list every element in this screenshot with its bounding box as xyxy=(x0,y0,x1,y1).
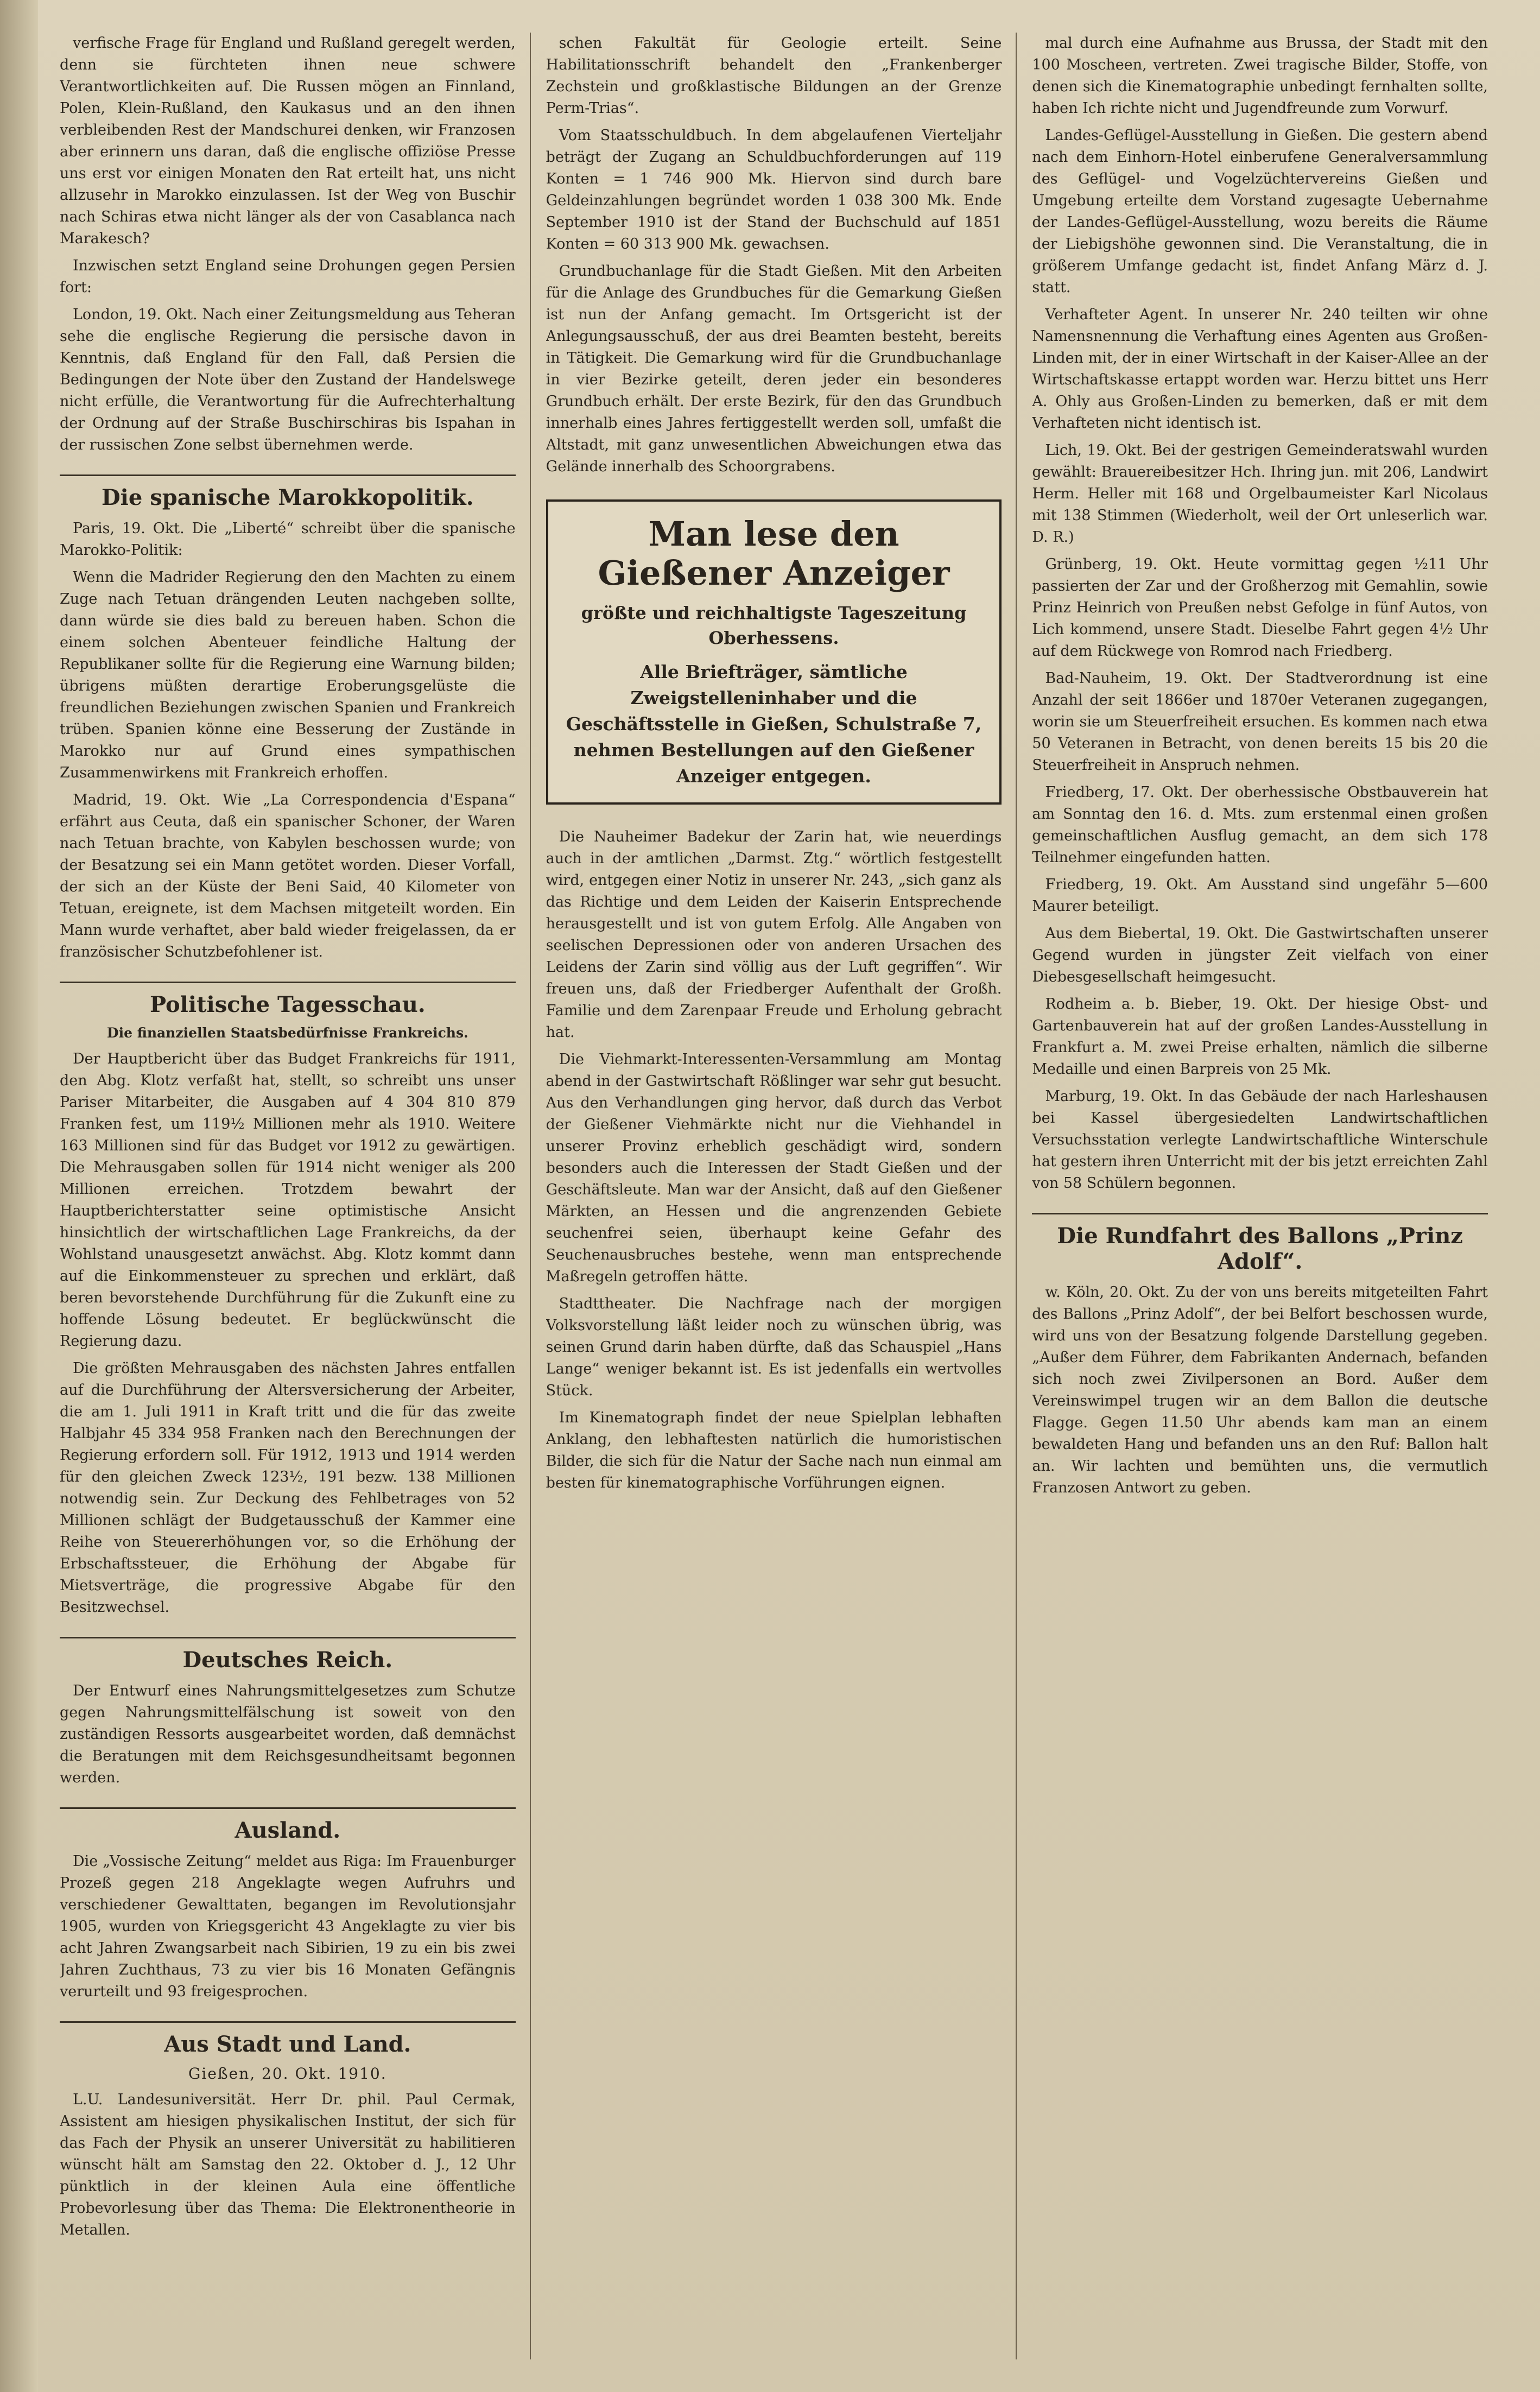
article-text: Die Viehmarkt-Interessenten-Versammlung am Montag abend in der Gastwirtschaft Rößlinger war sehr gut besucht. Aus den Verhandlungen ging hervor, daß durch das Verbot der Gießener Viehmärkte nicht nur die Viehhandel in unserer Provinz erheblich geschädigt wird, sondern besonders auch die Interessen der Stadt Gießen und der Geschäftsleute. Man war der Ansicht, daß auf den Gießener Märkten, an Hessen und die angrenzenden Gebiete seuchenfrei seien, überhaupt keine Gefahr des Seuchenausbruches bestehe, wenn man entsprechende Maßregeln getroffen hätte. xyxy=(546,1051,1002,1285)
article-text: Friedberg, 17. Okt. Der oberhessische Obstbauverein hat am Sonntag den 16. d. Mts. zum erstenmal einen großen gemeinschaftlichen Ausflug gemacht, an dem sich 178 Teilnehmer eingefunden hatten. xyxy=(1032,784,1488,866)
article-text: London, 19. Okt. Nach einer Zeitungsmeldung aus Teheran sehe die englische Regierung die persische davon in Kenntnis, daß England für den Fall, daß Persien die Bedingungen der Note über den Zustand der Handelswege nicht erfülle, die Verantwortung für die Aufrechterhaltung der Ordnung auf der Straße Buschirschiras bis Ispahan in der russischen Zone selbst übernehmen werde. xyxy=(60,306,516,453)
section-heading: Aus Stadt und Land. xyxy=(60,2021,516,2057)
article-text: Wenn die Madrider Regierung den den Machten zu einem Zuge nach Tetuan drängenden Leuten nachgeben sollte, dann würde sie dies bald zu bereuen haben. Schon die einem solchen Abenteuer feindliche Haltung der Republikaner sollte für die Regierung eine Warnung bilden; übrigens müßten derartige Eroberungsgelüste die freundlichen Beziehungen zwischen Spanien und Frankreich trüben. Spanien könne eine Besserung der Zustände in Marokko nur auf Grund eines sympathischen Zusammenwirkens mit Frankreich erhoffen. xyxy=(60,569,516,781)
article-text: w. Köln, 20. Okt. Zu der von uns bereits mitgeteilten Fahrt des Ballons „Prinz Adolf“, der bei Belfort beschossen wurde, wird uns von der Besatzung folgende Darstellung gegeben. „Außer dem Führer, dem Fabrikanten Andernach, befanden sich noch zwei Zivilpersonen an Bord. Außer dem Vereinswimpel trugen wir an dem Ballon die deutsche Flagge. Gegen 11.50 Uhr abends kam man an einem bewaldeten Hang und befanden uns an den Ruf: Ballon halt an. Wir lachten und bemühten uns, die vermutlich Franzosen Antwort zu geben. xyxy=(1032,1284,1488,1496)
advertisement-box xyxy=(546,499,1002,805)
section-heading: Die spanische Marokkopolitik. xyxy=(60,474,516,510)
section-heading: Deutsches Reich. xyxy=(60,1637,516,1673)
article-text: Die größten Mehrausgaben des nächsten Jahres entfallen auf die Durchführung der Altersversicherung der Arbeiter, die am 1. Juli 1911 in Kraft tritt und die für das zweite Halbjahr 45 334 958 Franken nach den Berechnungen der Regierung erfordern soll. Für 1912, 1913 und 1914 werden für den gleichen Zweck 123½, 191 bezw. 138 Millionen notwendig sein. Zur Deckung des Fehlbetrages von 52 Millionen schlägt der Budgetausschuß der Kammer eine Reihe von Steuererhöhungen vor, so die Erhöhung der Erbschaftssteuer, die Erhöhung der Abgabe für Mietsverträge, die progressive Abgabe für den Besitzwechsel. xyxy=(60,1360,516,1616)
article-text: Die „Vossische Zeitung“ meldet aus Riga: Im Frauenburger Prozeß gegen 218 Angeklagte wegen Aufruhrs und verschiedener Gewalttaten, begangen im Revolutionsjahr 1905, wurden von Kriegsgericht 43 Angeklagte zu vier bis acht Jahren Zwangsarbeit nach Sibirien, 19 zu ein bis zwei Jahren Zuchthaus, 73 zu vier bis 16 Monaten Gefängnis verurteilt und 93 freigesprochen. xyxy=(60,1853,516,2000)
article-text: Vom Staatsschuldbuch. In dem abgelaufenen Vierteljahr beträgt der Zugang an Schuldbuchforderungen auf 119 Konten = 1 746 900 Mk. Hiervon sind durch bare Geldeinzahlungen begründet worden 1 038 300 Mk. Ende September 1910 ist der Stand der Buchschuld auf 1851 Konten = 60 313 900 Mk. gewachsen. xyxy=(546,127,1002,252)
ad-subtitle: größte und reichhaltigste Tageszeitung Oberhessens. xyxy=(581,603,967,648)
article-text: Lich, 19. Okt. Bei der gestrigen Gemeinderatswahl wurden gewählt: Brauereibesitzer Hch. Ihring jun. mit 206, Landwirt Herm. Heller mit 168 und Orgelbaumeister Karl Nicolaus mit 138 Stimmen (Wiederholt, weil der Ort unleserlich war. D. R.) xyxy=(1032,442,1488,546)
section-heading: Politische Tagesschau. xyxy=(60,982,516,1017)
article-text: Inzwischen setzt England seine Drohungen gegen Persien fort: xyxy=(60,257,516,296)
article-text: schen Fakultät für Geologie erteilt. Seine Habilitationsschrift behandelt den „Frankenberger Zechstein und großklastische Bildungen an der Grenze Perm-Trias“. xyxy=(546,35,1002,117)
article-text: Marburg, 19. Okt. In das Gebäude der nach Harleshausen bei Kassel übergesiedelten Landwirtschaftlichen Versuchsstation verlegte Landwirtschaftliche Winterschule hat gestern ihren Unterricht mit der bis jetzt erreichten Zahl von 58 Schülern begonnen. xyxy=(1032,1088,1488,1192)
article-text: Bad-Nauheim, 19. Okt. Der Stadtverordnung ist eine Anzahl der seit 1866er und 1870er Veteranen zugegangen, worin sie um Steuerfreiheit ersuchen. Es kommen nach etwa 50 Veteranen in Betracht, von denen bereits 15 bis 20 die Steuerfreiheit in Anspruch nehmen. xyxy=(1032,670,1488,774)
section-heading: Die Rundfahrt des Ballons „Prinz Adolf“. xyxy=(1032,1213,1488,1274)
article-text: Der Entwurf eines Nahrungsmittelgesetzes zum Schutze gegen Nahrungsmittelfälschung ist soweit von den zuständigen Ressorts ausgearbeitet worden, daß demnächst die Beratungen mit dem Reichsgesundheitsamt begonnen werden. xyxy=(60,1682,516,1786)
article-text: Landes-Geflügel-Ausstellung in Gießen. Die gestern abend nach dem Einhorn-Hotel einberufene Generalversammlung des Geflügel- und Vogelzüchtervereins Gießen und Umgebung erteilte dem Vorstand zugesagte Uebernahme der Landes-Geflügel-Ausstellung, wozu bereits die Räume der Liebigshöhe gewonnen sind. Die Veranstaltung, die in größerem Umfange gedacht ist, findet Anfang März d. J. statt. xyxy=(1032,127,1488,296)
article-text: Grundbuchanlage für die Stadt Gießen. Mit den Arbeiten für die Anlage des Grundbuches für die Gemarkung Gießen ist nun der Anfang gemacht. Im Ortsgericht ist der Anlegungsausschuß, der aus drei Beamten besteht, bereits in Tätigkeit. Die Gemarkung wird für die Grundbuchanlage in vier Bezirke geteilt, deren jeder ein besonderes Grundbuch erhält. Der erste Bezirk, für den das Grundbuch innerhalb eines Jahres fertiggestellt werden soll, umfaßt die Altstadt, mit ganz unwesentlichen Abweichungen etwa das Gelände innerhalb des Schoorgrabens. xyxy=(546,263,1002,475)
column-3 xyxy=(1032,33,1502,2359)
article-text: Madrid, 19. Okt. Wie „La Correspondencia d'Espana“ erfährt aus Ceuta, daß ein spanischer Schoner, der Waren nach Tetuan brachte, von Kabylen beschossen wurde; von der Besatzung sei ein Mann getötet worden. Dieser Vorfall, der sich an der Küste der Beni Said, 40 Kilometer von Tetuan, ereignete, ist dem Machsen mitgeteilt worden. Ein Mann wurde verhaftet, aber bald wieder freigelassen, da er französischer Schutzbefohlener ist. xyxy=(60,792,516,960)
article-text: Die Nauheimer Badekur der Zarin hat, wie neuerdings auch in der amtlichen „Darmst. Ztg.“ wörtlich festgestellt wird, entgegen einer Notiz in unserer Nr. 243, „sich ganz als das Richtige und dem Leiden der Kaiserin Entsprechende herausgestellt und ist von gutem Erfolg. Alle Angaben von seelischen Depressionen oder von anderen Ursachen des Leidens der Zarin sind völlig aus der Luft gegriffen“. Wir freuen uns, daß der Friedberger Aufenthalt der Großh. Familie und dem Zarenpaar Freude und Erholung gebracht hat. xyxy=(546,828,1002,1041)
article-text: Verhafteter Agent. In unserer Nr. 240 teilten wir ohne Namensnennung die Verhaftung eines Agenten aus Großen-Linden mit, der in einer Wirtschaft in der Kaiser-Allee an der Wirtschaftskasse ertappt worden war. Herzu bittet uns Herr A. Ohly aus Großen-Linden zu bemerken, daß er mit dem Verhafteten nicht identisch ist. xyxy=(1032,306,1488,432)
article-text: verfische Frage für England und Rußland geregelt werden, denn sie fürchteten ihnen neue schwere Verantwortlichkeiten auf. Die Russen mögen an Finnland, Polen, Klein-Rußland, den Kaukasus und an den ihnen verbleibenden Rest der Mandschurei denken, wir Franzosen aber erinnern uns daran, daß die englische offiziöse Presse uns erst vor einigen Monaten den Rat erteilt hat, uns nicht allzusehr in Marokko einzulassen. Ist der Weg von Buschir nach Schiras etwa nicht länger als der von Casablanca nach Marakesch? xyxy=(60,35,516,247)
article-text: Grünberg, 19. Okt. Heute vormittag gegen ½11 Uhr passierten der Zar und der Großherzog mit Gemahlin, sowie Prinz Heinrich von Preußen nebst Gefolge in fünf Autos, von Lich kommend, unsere Stadt. Dieselbe Fahrt gegen 4½ Uhr auf dem Rückwege von Romrod nach Friedberg. xyxy=(1032,556,1488,660)
columns xyxy=(60,33,1502,2359)
article-text: Rodheim a. b. Bieber, 19. Okt. Der hiesige Obst- und Gartenbauverein hat auf der großen Landes-Ausstellung in Frankfurt a. M. zwei Preise erhalten, nämlich die silberne Medaille und einen Barpreis von 25 Mk. xyxy=(1032,996,1488,1078)
article-text: Paris, 19. Okt. Die „Liberté“ schreibt über die spanische Marokko-Politik: xyxy=(60,520,516,559)
ad-title: Man lese den Gießener Anzeiger xyxy=(598,514,950,593)
section-heading: Ausland. xyxy=(60,1807,516,1843)
ad-body: Alle Briefträger, sämtliche Zweigstelleninhaber und die Geschäftsstelle in Gießen, Schulstraße 7, nehmen Bestellungen auf den Gießener Anzeiger entgegen. xyxy=(566,661,982,787)
article-text: Im Kinematograph findet der neue Spielplan lebhaften Anklang, den lebhaftesten natürlich die humoristischen Bilder, die sich für die Natur der Sache nach nun einmal am besten für kinematographische Vorführungen eignen. xyxy=(546,1409,1002,1491)
dateline: Gießen, 20. Okt. 1910. xyxy=(188,2065,387,2083)
article-text: Der Hauptbericht über das Budget Frankreichs für 1911, den Abg. Klotz verfaßt hat, stellt, so schreibt uns unser Pariser Mitarbeiter, die Ausgaben auf 4 304 810 879 Franken fest, um 119½ Millionen mehr als 1910. Weitere 163 Millionen sind für das Budget vor 1912 zu gewärtigen. Die Mehrausgaben sollen für 1914 nicht weniger als 200 Millionen erreichen. Trotzdem bewahrt der Hauptberichterstatter seine optimistische Ansicht hinsichtlich der wirtschaftlichen Lage Frankreichs, da der Wohlstand unausgesetzt anwächst. Abg. Klotz kommt dann auf die Einkommensteuer zu sprechen und erklärt, daß beren bevorstehende Durchführung für die Zukunft eine zu hoffende Lösung bedeutet. Er beglückwünscht die Regierung dazu. xyxy=(60,1051,516,1350)
article-text: Aus dem Biebertal, 19. Okt. Die Gastwirtschaften unserer Gegend wurden in jüngster Zeit vielfach von einer Diebesgesellschaft heimgesucht. xyxy=(1032,925,1488,985)
column-1 xyxy=(60,33,531,2359)
article-text: Friedberg, 19. Okt. Am Ausstand sind ungefähr 5—600 Maurer beteiligt. xyxy=(1032,876,1488,915)
article-text: mal durch eine Aufnahme aus Brussa, der Stadt mit den 100 Moscheen, vertreten. Zwei tragische Bilder, Stoffe, von denen sich die Kinematographie unbedingt fernhalten sollte, haben Ich richte nicht und Jugendfreunde zum Vorwurf. xyxy=(1032,35,1488,117)
column-2 xyxy=(546,33,1017,2359)
article-text: Stadttheater. Die Nachfrage nach der morgigen Volksvorstellung läßt leider noch zu wünschen übrig, was seinen Grund darin haben dürfte, daß das Schauspiel „Hans Lange“ weniger bekannt ist. Es ist jedenfalls ein wertvolles Stück. xyxy=(546,1295,1002,1399)
section-subheading: Die finanziellen Staatsbedürfnisse Frankreichs. xyxy=(106,1025,468,1041)
page-fold-shadow xyxy=(0,0,38,2392)
article-text: L.U. Landesuniversität. Herr Dr. phil. Paul Cermak, Assistent am hiesigen physikalischen Institut, der sich für das Fach der Physik an unserer Universität zu habilitieren wünscht hält am Samstag den 22. Oktober d. J., 12 Uhr pünktlich in der kleinen Aula eine öffentliche Probevorlesung über das Thema: Die Elektronentheorie in Metallen. xyxy=(60,2091,516,2238)
